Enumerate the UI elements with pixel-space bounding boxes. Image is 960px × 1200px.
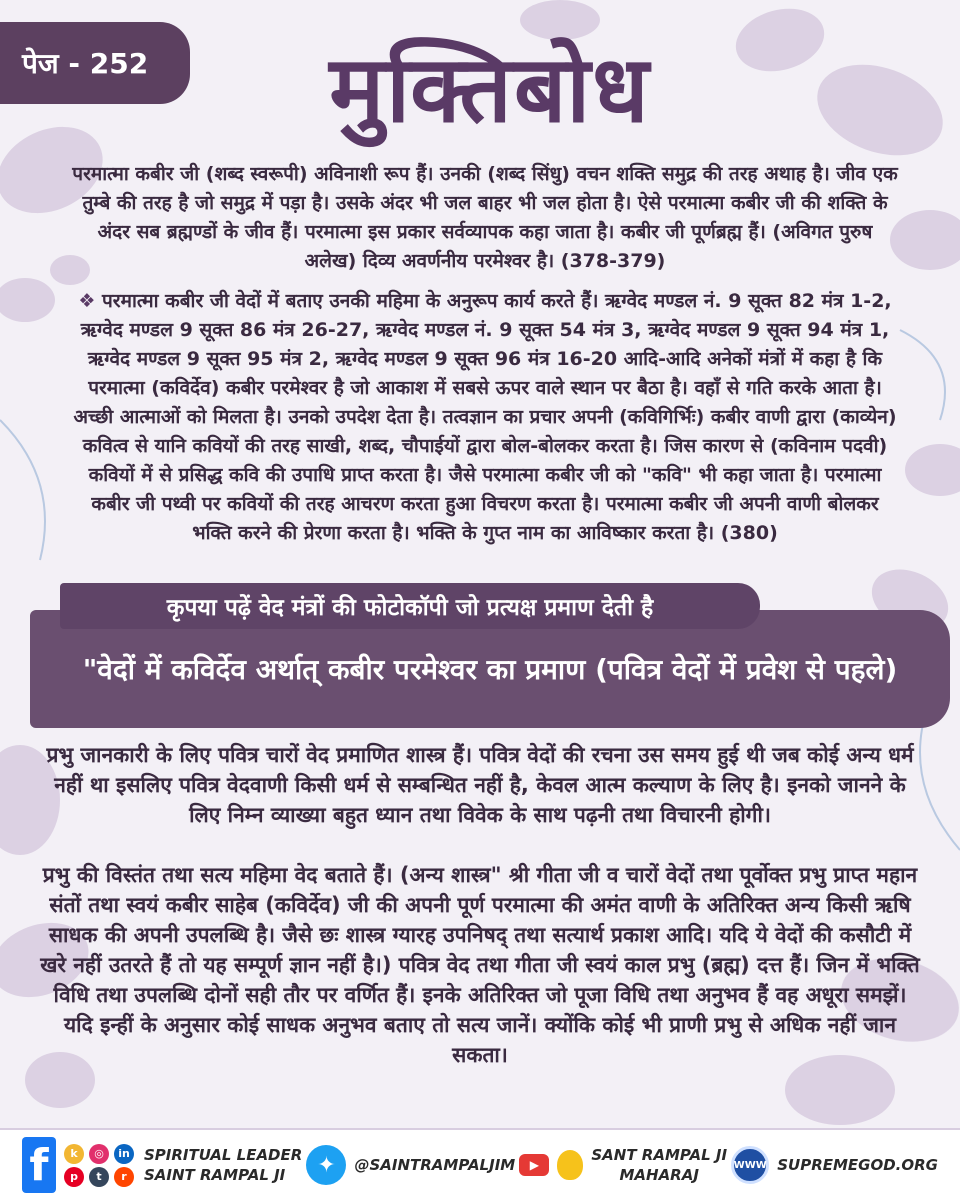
koo-icon[interactable]: k [64,1144,84,1164]
page-title: मुक्तिबोध [329,36,651,143]
vedas-paragraph-text: परमात्मा कबीर जी वेदों में बताए उनकी महिमा के अनुरूप कार्य करते हैं। ऋग्वेद मण्डल नं. 9 सूक्त 82 मंत्र 1-2, ऋग्वेद मण्डल 9 सूक्त 86 मंत्र 26-27, ऋग्वेद मण्डल नं. 9 सूक्त 54 मंत्र 3, ऋग्वेद मण्डल 9 सूक्त 94 मंत्र 1, ऋग्वेद मण्डल 9 सूक्त 95 मंत्र 2, ऋग्वेद मण्डल 9 सूक्त 96 मंत्र 16-20 आदि-आदि अनेकों मंत्रों में कहा है कि परमात्मा (कविर्देव) कबीर परमेश्वर है जो आकाश में सबसे ऊपर वाले स्थान पर बैठा है। वहाँ से गति करके आता है। अच्छी आत्माओं को मिलता है। उनको उपदेश देता है। तत्वज्ञान का प्रचार अपनी (कविगिर्भिः) कबीर वाणी द्वारा (काव्येन) कवित्व से यानि कवियों की तरह साखी, शब्द, चौपाईयों द्वारा बोल-बोलकर करता है। जिस कारण से (कविनाम पदवी) कवियों में से प्रसिद्ध कवि की उपाधि प्राप्त करता है। जैसे परमात्मा कबीर जी को "कवि" भी कहा जाता है। परमात्मा कबीर जी पथ्वी पर कवियों की तरह आचरण करता हुआ विचरण करता है। परमात्मा कबीर जी अपनी वाणी बोलकर भक्ति करने की प्रेरणा करता है। भक्ति के गुप्त नाम का आविष्कार करता है। (380) [73,290,897,544]
diamond-bullet-icon: ❖ [78,290,96,312]
youtube-line-2: MAHARAJ [619,1166,699,1184]
twitter-group[interactable] [306,1145,515,1185]
page-number-badge [0,22,190,104]
leader-name [144,1145,302,1185]
youtube-icon[interactable]: ▶ [519,1154,549,1176]
page-number-label: पेज - 252 [22,47,149,80]
social-icons-grid [64,1144,136,1187]
globe-www-icon: WWW [731,1146,769,1184]
leader-line-2: SAINT RAMPAL JI [144,1166,286,1184]
youtube-group[interactable] [519,1145,727,1185]
social-group [22,1137,302,1193]
instagram-icon[interactable]: ◎ [89,1144,109,1164]
scripture-paragraph: प्रभु की विस्तंत तथा सत्य महिमा वेद बताते हैं। (अन्य शास्त्र" श्री गीता जी व चारों वेदों तथा पूर्वोक्त प्रभु प्राप्त महान संतों तथा स्वयं कबीर साहेब (कविर्देव) जी की अपनी पूर्ण परमात्मा की अमंत वाणी के अतिरिक्त अन्य किसी ऋषि साधक की अपनी उपलब्धि है। जैसे छः शास्त्र ग्यारह उपनिषद् तथा सत्यार्थ प्रकाश आदि। यदि ये वेदों की कसौटी में खरे नहीं उतरते हैं तो यह सम्पूर्ण ज्ञान नहीं है।) पवित्र वेद तथा गीता जी स्वयं काल प्रभु (ब्रह्म) दत्त हैं। जिन में भक्ति विधि तथा उपलब्धि दोनों सही तौर पर वर्णित हैं। इनके अतिरिक्त जो पूजा विधि तथा अनुभव हैं वह अधूरा समझें। यदि इन्हीं के अनुसार कोई साधक अनुभव बताए तो सत्य जानें। क्योंकि कोई भी प्राणी प्रभु से अधिक नहीं जान सकता। [40,863,920,1067]
bird-icon [557,1150,583,1180]
pinterest-icon[interactable]: p [64,1167,84,1187]
reddit-icon[interactable]: r [114,1167,134,1187]
leader-line-1: SPIRITUAL LEADER [144,1146,303,1164]
twitter-icon[interactable]: ✦ [306,1145,346,1185]
youtube-line-1: SANT RAMPAL JI [591,1146,728,1164]
facebook-icon[interactable]: f [22,1137,56,1193]
intro-paragraph: परमात्मा कबीर जी (शब्द स्वरूपी) अविनाशी रूप हैं। उनकी (शब्द सिंधु) वचन शक्ति समुद्र की तरह अथाह है। जीव एक तुम्बे की तरह है जो समुद्र में पड़ा है। उसके अंदर भी जल बाहर भी जल होता है। ऐसे परमात्मा कबीर जी की शक्ति के अंदर सब ब्रह्मण्डों के जीव हैं। परमात्मा इस प्रकार सर्वव्यापक कहा जाता है। कबीर जी पूर्णब्रह्म हैं। (अविगत पुरुष अलेख) दिव्य अवर्णनीय परमेश्वर है। (378-379) [72,163,898,272]
footer-bar [0,1128,960,1200]
tumblr-icon[interactable]: t [89,1167,109,1187]
youtube-channel-name [591,1145,727,1185]
website-link[interactable]: SUPREMEGOD.ORG [777,1156,938,1174]
vedas-paragraph [70,287,900,548]
linkedin-icon[interactable]: in [114,1144,134,1164]
website-group[interactable] [731,1146,938,1184]
photocopy-banner: कृपया पढ़ें वेद मंत्रों की फोटोकॉपी जो प्रत्यक्ष प्रमाण देती है [60,583,760,629]
proof-heading-banner: "वेदों में कविर्देव अर्थात् कबीर परमेश्वर का प्रमाण (पवित्र वेदों में प्रवेश से पहले) [30,610,950,728]
twitter-handle: @SAINTRAMPALJIM [354,1156,516,1174]
vedas-authority-paragraph: प्रभु जानकारी के लिए पवित्र चारों वेद प्रमाणित शास्त्र हैं। पवित्र वेदों की रचना उस समय हुई थी जब कोई अन्य धर्म नहीं था इसलिए पवित्र वेदवाणी किसी धर्म से सम्बन्धित नहीं है, केवल आत्म कल्याण के लिए है। इनको जानने के लिए निम्न व्याख्या बहुत ध्यान तथा विवेक के साथ पढ़नी तथा विचारनी होगी। [46,743,914,827]
